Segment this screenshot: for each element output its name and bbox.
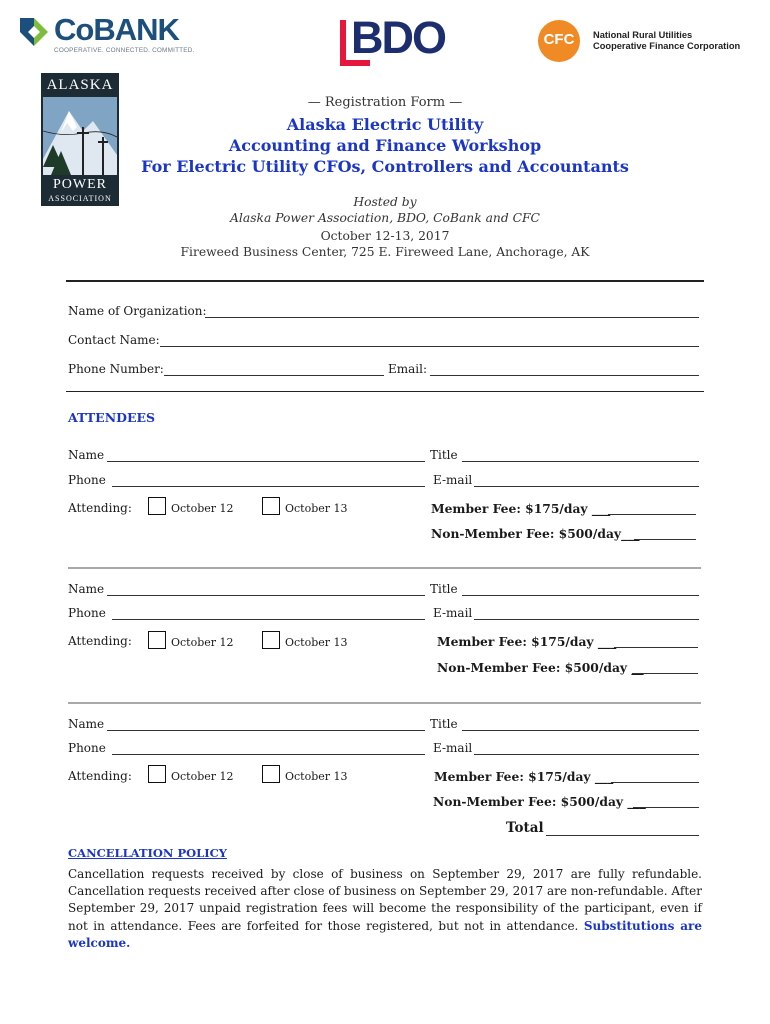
attendee3-oct12-label: October 12 [171, 770, 234, 783]
attendee1-name-field[interactable] [107, 461, 425, 462]
attendee2-member-fee: Member Fee: $175/day ___ [437, 634, 617, 649]
hosts: Alaska Power Association, BDO, CoBank and CFC [230, 211, 540, 225]
attendee1-phone-label: Phone [68, 473, 106, 487]
attendee1-email-field[interactable] [474, 486, 699, 487]
attendee1-oct12-label: October 12 [171, 502, 234, 515]
attendee1-nonmember-fee-field[interactable] [634, 539, 696, 540]
attendee2-name-field[interactable] [107, 595, 425, 596]
attendee3-member-fee: Member Fee: $175/day ___ [434, 769, 614, 784]
attendee1-attending-label: Attending: [68, 501, 132, 515]
attendee1-member-fee: Member Fee: $175/day ___ [431, 501, 611, 516]
apa-line1: ALASKA [46, 77, 114, 93]
attendee3-email-label: E-mail [433, 741, 473, 755]
attendee3-title-field[interactable] [462, 730, 699, 731]
apa-line2: POWER [53, 177, 107, 192]
attendee2-title-field[interactable] [462, 595, 699, 596]
attendee3-member-fee-field[interactable] [611, 782, 699, 783]
attendee1-oct13-label: October 13 [285, 502, 348, 515]
attendee2-oct13-checkbox[interactable] [262, 631, 280, 649]
attendee-separator-1 [68, 567, 701, 569]
contact-divider [66, 391, 704, 392]
attendee1-nonmember-fee: Non-Member Fee: $500/day___ [431, 526, 640, 541]
title-line-1: Alaska Electric Utility [286, 115, 484, 134]
attendee2-member-fee-field[interactable] [614, 647, 698, 648]
attendee2-title-label: Title [430, 582, 458, 596]
attendee-separator-2 [68, 702, 701, 704]
cfc-mark-text: CFC [543, 31, 575, 48]
attendee1-title-field[interactable] [462, 461, 699, 462]
attendee3-name-label: Name [68, 717, 105, 731]
cfc-mark-icon [538, 20, 580, 62]
total-label: Total [506, 820, 544, 836]
attendee2-nonmember-fee: Non-Member Fee: $500/day __ [437, 660, 644, 675]
contact-name-field[interactable] [160, 346, 699, 347]
cobank-logo [18, 12, 195, 58]
attendee3-oct12-checkbox[interactable] [148, 765, 166, 783]
attendee2-oct12-label: October 12 [171, 636, 234, 649]
attendee1-member-fee-field[interactable] [608, 514, 696, 515]
attendee2-oct13-label: October 13 [285, 636, 348, 649]
attendee2-email-field[interactable] [474, 619, 699, 620]
email-label: Email: [388, 362, 428, 376]
attendee3-oct13-checkbox[interactable] [262, 765, 280, 783]
attendee3-nonmember-fee-field[interactable] [633, 807, 699, 808]
bdo-wordmark: BDO [351, 12, 445, 63]
org-field[interactable] [205, 317, 699, 318]
attendees-heading: ATTENDEES [68, 410, 156, 425]
attendee3-oct13-label: October 13 [285, 770, 348, 783]
policy-substitutions: Substitutions are welcome. [68, 918, 702, 950]
org-label: Name of Organization: [68, 304, 207, 318]
attendee3-attending-label: Attending: [68, 769, 132, 783]
attendee1-email-label: E-mail [433, 473, 473, 487]
attendee3-name-field[interactable] [107, 730, 425, 731]
cfc-line2: Cooperative Finance Corporation [593, 41, 741, 51]
policy-text: Cancellation requests received by close of business on September 29, 2017 are fully refundable. Cancellation requests received after close of business on September 29, 2017 are non-refundable. After September 29, 2017 unpaid registration fees will become the responsibility of the participant, even if not in attendance. Fees are forfeited for those registered, but not in attendance. [68, 867, 702, 933]
event-location: Fireweed Business Center, 725 E. Fireweed Lane, Anchorage, AK [180, 245, 590, 259]
cobank-wordmark: CoBANK [54, 12, 179, 47]
attendee1-oct12-checkbox[interactable] [148, 497, 166, 515]
apa-line3: ASSOCIATION [48, 194, 112, 203]
attendee3-title-label: Title [430, 717, 458, 731]
attendee1-oct13-checkbox[interactable] [262, 497, 280, 515]
contact-name-label: Contact Name: [68, 333, 160, 347]
attendee2-nonmember-fee-field[interactable] [632, 673, 698, 674]
attendee3-phone-field[interactable] [112, 754, 425, 755]
policy-heading: CANCELLATION POLICY [68, 846, 227, 860]
bdo-logo [338, 12, 456, 66]
attendee2-phone-label: Phone [68, 606, 106, 620]
cfc-line1: National Rural Utilities [593, 30, 693, 40]
attendee3-email-field[interactable] [474, 754, 699, 755]
header-divider [66, 280, 704, 282]
policy-body [68, 866, 702, 952]
attendee2-name-label: Name [68, 582, 105, 596]
phone-label: Phone Number: [68, 362, 164, 376]
title-line-3: For Electric Utility CFOs, Controllers and Accountants [141, 157, 629, 176]
email-field[interactable] [430, 375, 699, 376]
attendee2-oct12-checkbox[interactable] [148, 631, 166, 649]
attendee2-attending-label: Attending: [68, 634, 132, 648]
cobank-tagline: COOPERATIVE. CONNECTED. COMMITTED. [54, 47, 195, 54]
title-line-2: Accounting and Finance Workshop [228, 136, 542, 155]
attendee3-nonmember-fee: Non-Member Fee: $500/day ___ [433, 794, 646, 809]
total-field[interactable] [546, 835, 699, 836]
event-dates: October 12-13, 2017 [320, 229, 450, 243]
attendee1-name-label: Name [68, 448, 105, 462]
attendee2-phone-field[interactable] [112, 619, 425, 620]
attendee3-phone-label: Phone [68, 741, 106, 755]
hosted-by: Hosted by [353, 195, 417, 209]
cfc-logo [538, 20, 753, 64]
attendee2-email-label: E-mail [433, 606, 473, 620]
phone-field[interactable] [164, 375, 384, 376]
attendee1-phone-field[interactable] [112, 486, 425, 487]
cobank-mark-icon [18, 16, 50, 48]
attendee1-title-label: Title [430, 448, 458, 462]
form-label: — Registration Form — [307, 95, 463, 110]
